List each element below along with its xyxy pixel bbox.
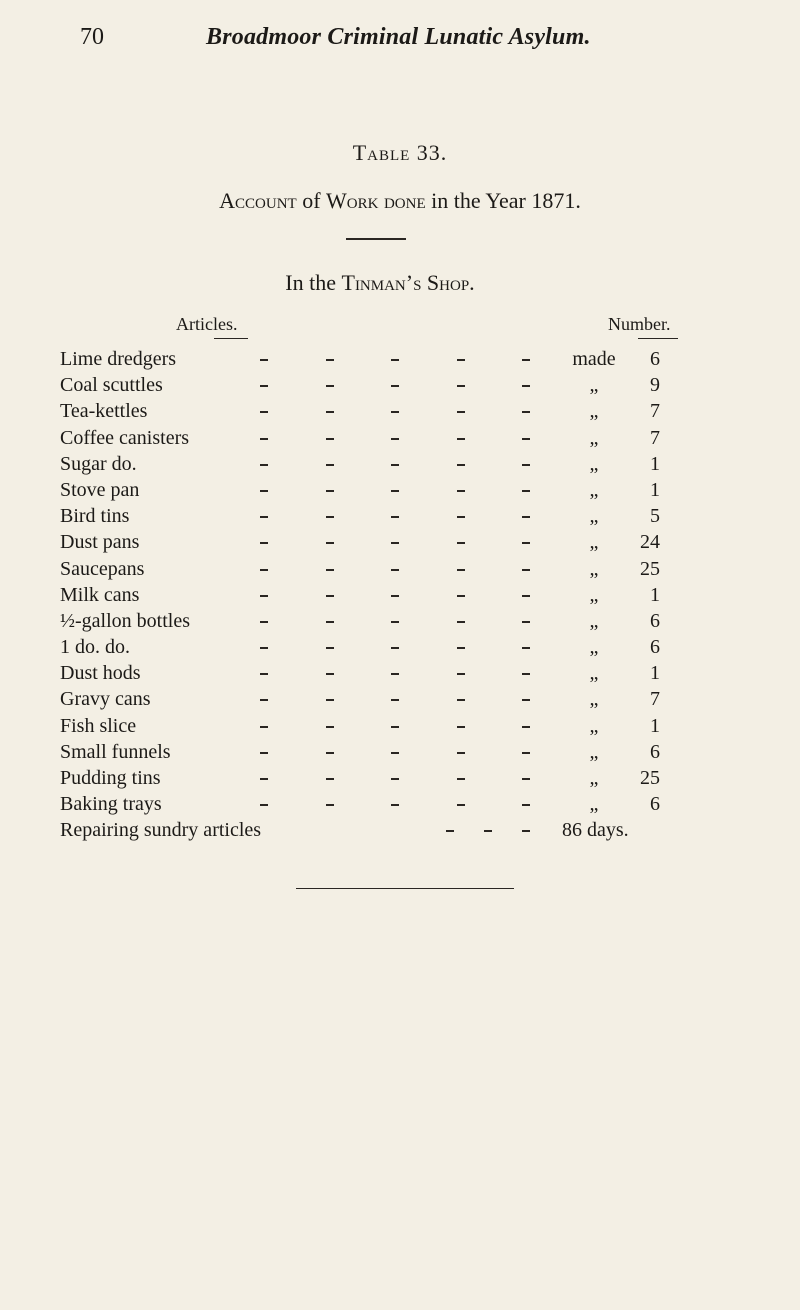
article-count: 6: [650, 793, 660, 816]
article-count: 7: [650, 400, 660, 423]
leader-dash: [522, 699, 530, 701]
article-name: Coffee canisters: [60, 426, 190, 449]
article-count: 1: [650, 583, 660, 606]
table-body: [0, 346, 800, 844]
leader-dash: [457, 490, 465, 492]
table-row: [0, 425, 800, 451]
leader-dash: [260, 464, 268, 466]
made-ditto: „: [589, 793, 599, 816]
table-row-repairs: [0, 817, 800, 843]
leader-dash: [260, 542, 268, 544]
made-ditto: „: [589, 400, 599, 423]
running-head: [80, 24, 720, 64]
leader-dash: [326, 464, 334, 466]
leader-dash: [326, 385, 334, 387]
made-ditto: „: [589, 374, 599, 397]
leader-dash: [260, 699, 268, 701]
article-count: 6: [650, 740, 660, 763]
leader-dash: [391, 595, 399, 597]
table-row: [0, 634, 800, 660]
leader-dash: [522, 411, 530, 413]
article-count: 5: [650, 505, 660, 528]
leader-dash: [522, 647, 530, 649]
section-prefix: In the: [285, 270, 342, 295]
article-count: 9: [650, 374, 660, 397]
made-ditto: „: [589, 767, 599, 789]
article-name: Pudding tins: [60, 767, 161, 789]
made-ditto: „: [589, 478, 599, 501]
leader-dashes: [260, 660, 530, 675]
leader-dash: [326, 778, 334, 780]
leader-dash: [457, 726, 465, 728]
leader-dashes: [260, 398, 530, 413]
leader-dash: [260, 516, 268, 518]
article-name: Stove pan: [60, 478, 140, 501]
table-row: [0, 686, 800, 712]
leader-dash: [457, 542, 465, 544]
leader-dash: [457, 778, 465, 780]
made-ditto: „: [589, 557, 599, 580]
leader-dash: [326, 726, 334, 728]
article-name: 1 do. do.: [60, 636, 130, 659]
leader-dash: [457, 411, 465, 413]
leader-dash: [260, 647, 268, 649]
made-ditto: „: [589, 662, 599, 685]
leader-dash: [260, 752, 268, 754]
article-count: 6: [650, 609, 660, 632]
article-count: 1: [650, 452, 660, 475]
leader-dash: [326, 752, 334, 754]
leader-dash: [391, 438, 399, 440]
table-row: [0, 765, 800, 791]
leader-dash: [457, 673, 465, 675]
leader-dash: [522, 752, 530, 754]
leader-dash: [260, 595, 268, 597]
leader-dashes: [260, 556, 530, 571]
leader-dash: [260, 438, 268, 440]
leader-dash: [522, 726, 530, 728]
table-row: [0, 582, 800, 608]
leader-dash: [522, 778, 530, 780]
leader-dash: [522, 438, 530, 440]
leader-dash: [326, 595, 334, 597]
leader-dash: [391, 516, 399, 518]
article-name: Fish slice: [60, 714, 137, 737]
leader-dash: [522, 464, 530, 466]
leader-dash: [457, 699, 465, 701]
subtitle-account: Account: [219, 188, 297, 213]
leader-dashes: [260, 713, 530, 728]
leader-dash: [522, 595, 530, 597]
article-name: Tea-kettles: [60, 400, 148, 423]
made-ditto: „: [589, 505, 599, 528]
repair-days: 86 days.: [562, 819, 629, 842]
article-count: 24: [640, 531, 660, 554]
made-ditto: „: [589, 426, 599, 449]
leader-dash: [260, 726, 268, 728]
article-count: 7: [650, 688, 660, 711]
table-row: [0, 556, 800, 582]
leader-dashes: [260, 425, 530, 440]
leader-dashes: [446, 817, 530, 832]
leader-dash: [326, 438, 334, 440]
article-count: 1: [650, 478, 660, 501]
leader-dash: [522, 385, 530, 387]
leader-dash: [457, 621, 465, 623]
leader-dashes: [260, 503, 530, 518]
leader-dash: [391, 359, 399, 361]
article-count: 6: [650, 636, 660, 659]
article-name: Sugar do.: [60, 452, 137, 475]
leader-dashes: [260, 739, 530, 754]
leader-dash: [457, 569, 465, 571]
made-ditto: „: [589, 740, 599, 763]
leader-dash: [522, 359, 530, 361]
article-name: Bird tins: [60, 505, 130, 528]
leader-dash: [391, 778, 399, 780]
column-header-number: Number.: [608, 314, 671, 334]
article-count: 1: [650, 662, 660, 685]
column-header-articles: Articles.: [176, 314, 238, 334]
leader-dashes: [260, 372, 530, 387]
leader-dash: [326, 621, 334, 623]
made-ditto: „: [589, 583, 599, 606]
leader-dashes: [260, 634, 530, 649]
leader-dash: [391, 699, 399, 701]
leader-dash: [457, 647, 465, 649]
made-ditto: „: [589, 688, 599, 711]
leader-dash: [522, 569, 530, 571]
section-title: [0, 270, 760, 296]
subtitle-of: of: [296, 188, 327, 213]
subtitle-work-done: Work done: [326, 188, 426, 213]
made-ditto: made: [572, 348, 616, 370]
leader-dash: [326, 542, 334, 544]
made-ditto: „: [589, 452, 599, 475]
leader-dash: [457, 359, 465, 361]
leader-dash: [391, 542, 399, 544]
leader-dash: [260, 411, 268, 413]
leader-dash: [391, 726, 399, 728]
page-number: 70: [80, 24, 104, 50]
table-row: [0, 791, 800, 817]
leader-dash: [326, 411, 334, 413]
leader-dashes: [260, 529, 530, 544]
leader-dashes: [260, 686, 530, 701]
article-count: 25: [640, 557, 660, 580]
article-name: Baking trays: [60, 793, 162, 816]
table-subtitle: [0, 188, 800, 214]
table-title: Table 33.: [352, 140, 448, 165]
leader-dash: [326, 569, 334, 571]
section-shop-name: Tinman’s Shop.: [341, 270, 475, 295]
leader-dash: [391, 752, 399, 754]
leader-dash: [457, 516, 465, 518]
leader-dashes: [260, 477, 530, 492]
table-row: [0, 372, 800, 398]
column-rule-articles: [214, 338, 248, 339]
article-name: Small funnels: [60, 740, 171, 763]
leader-dash: [391, 464, 399, 466]
leader-dash: [326, 490, 334, 492]
leader-dash: [457, 752, 465, 754]
leader-dash: [326, 359, 334, 361]
article-name: Milk cans: [60, 583, 140, 606]
article-count: 6: [650, 348, 660, 370]
leader-dash: [484, 830, 492, 832]
article-name: Dust hods: [60, 662, 141, 685]
running-title: Broadmoor Criminal Lunatic Asylum.: [206, 24, 591, 50]
leader-dash: [446, 830, 454, 832]
leader-dashes: [260, 451, 530, 466]
leader-dashes: [260, 765, 530, 780]
leader-dash: [260, 569, 268, 571]
leader-dash: [260, 490, 268, 492]
leader-dash: [522, 516, 530, 518]
made-ditto: „: [589, 609, 599, 632]
table-row: [0, 477, 800, 503]
leader-dash: [522, 673, 530, 675]
leader-dash: [391, 621, 399, 623]
leader-dash: [326, 804, 334, 806]
leader-dashes: [260, 346, 530, 361]
leader-dashes: [260, 791, 530, 806]
leader-dash: [457, 438, 465, 440]
bottom-rule: [296, 888, 514, 889]
table-row: [0, 503, 800, 529]
article-count: 1: [650, 714, 660, 737]
made-ditto: „: [589, 636, 599, 659]
leader-dash: [391, 804, 399, 806]
leader-dash: [391, 411, 399, 413]
leader-dash: [260, 778, 268, 780]
article-name: Gravy cans: [60, 688, 151, 711]
table-row: [0, 608, 800, 634]
leader-dash: [391, 647, 399, 649]
leader-dash: [457, 385, 465, 387]
leader-dash: [457, 804, 465, 806]
leader-dashes: [260, 582, 530, 597]
article-name: Coal scuttles: [60, 374, 163, 397]
article-name: Saucepans: [60, 557, 145, 580]
leader-dash: [522, 830, 530, 832]
leader-dash: [522, 542, 530, 544]
leader-dash: [326, 516, 334, 518]
column-rule-number: [638, 338, 678, 339]
leader-dash: [326, 673, 334, 675]
table-row: [0, 398, 800, 424]
leader-dash: [326, 647, 334, 649]
article-name: Dust pans: [60, 531, 140, 554]
leader-dash: [391, 569, 399, 571]
leader-dash: [260, 385, 268, 387]
leader-dash: [522, 804, 530, 806]
article-name: ½-gallon bottles: [60, 609, 190, 632]
article-name: Lime dredgers: [60, 348, 177, 370]
table-row: [0, 451, 800, 477]
divider-rule: [346, 238, 406, 240]
leader-dash: [457, 464, 465, 466]
article-count: 25: [640, 767, 660, 789]
article-name: Repairing sundry articles: [60, 819, 262, 842]
leader-dash: [522, 490, 530, 492]
table-row: [0, 529, 800, 555]
article-count: 7: [650, 426, 660, 449]
made-ditto: „: [589, 714, 599, 737]
made-ditto: „: [589, 531, 599, 554]
leader-dash: [260, 621, 268, 623]
leader-dash: [326, 699, 334, 701]
leader-dash: [457, 595, 465, 597]
leader-dash: [391, 385, 399, 387]
leader-dash: [260, 804, 268, 806]
table-row: [0, 346, 800, 372]
leader-dashes: [260, 608, 530, 623]
leader-dash: [260, 673, 268, 675]
table-row: [0, 660, 800, 686]
leader-dash: [391, 673, 399, 675]
table-row: [0, 713, 800, 739]
leader-dash: [391, 490, 399, 492]
leader-dash: [260, 359, 268, 361]
subtitle-year: in the Year 1871.: [425, 188, 581, 213]
table-row: [0, 739, 800, 765]
leader-dash: [522, 621, 530, 623]
